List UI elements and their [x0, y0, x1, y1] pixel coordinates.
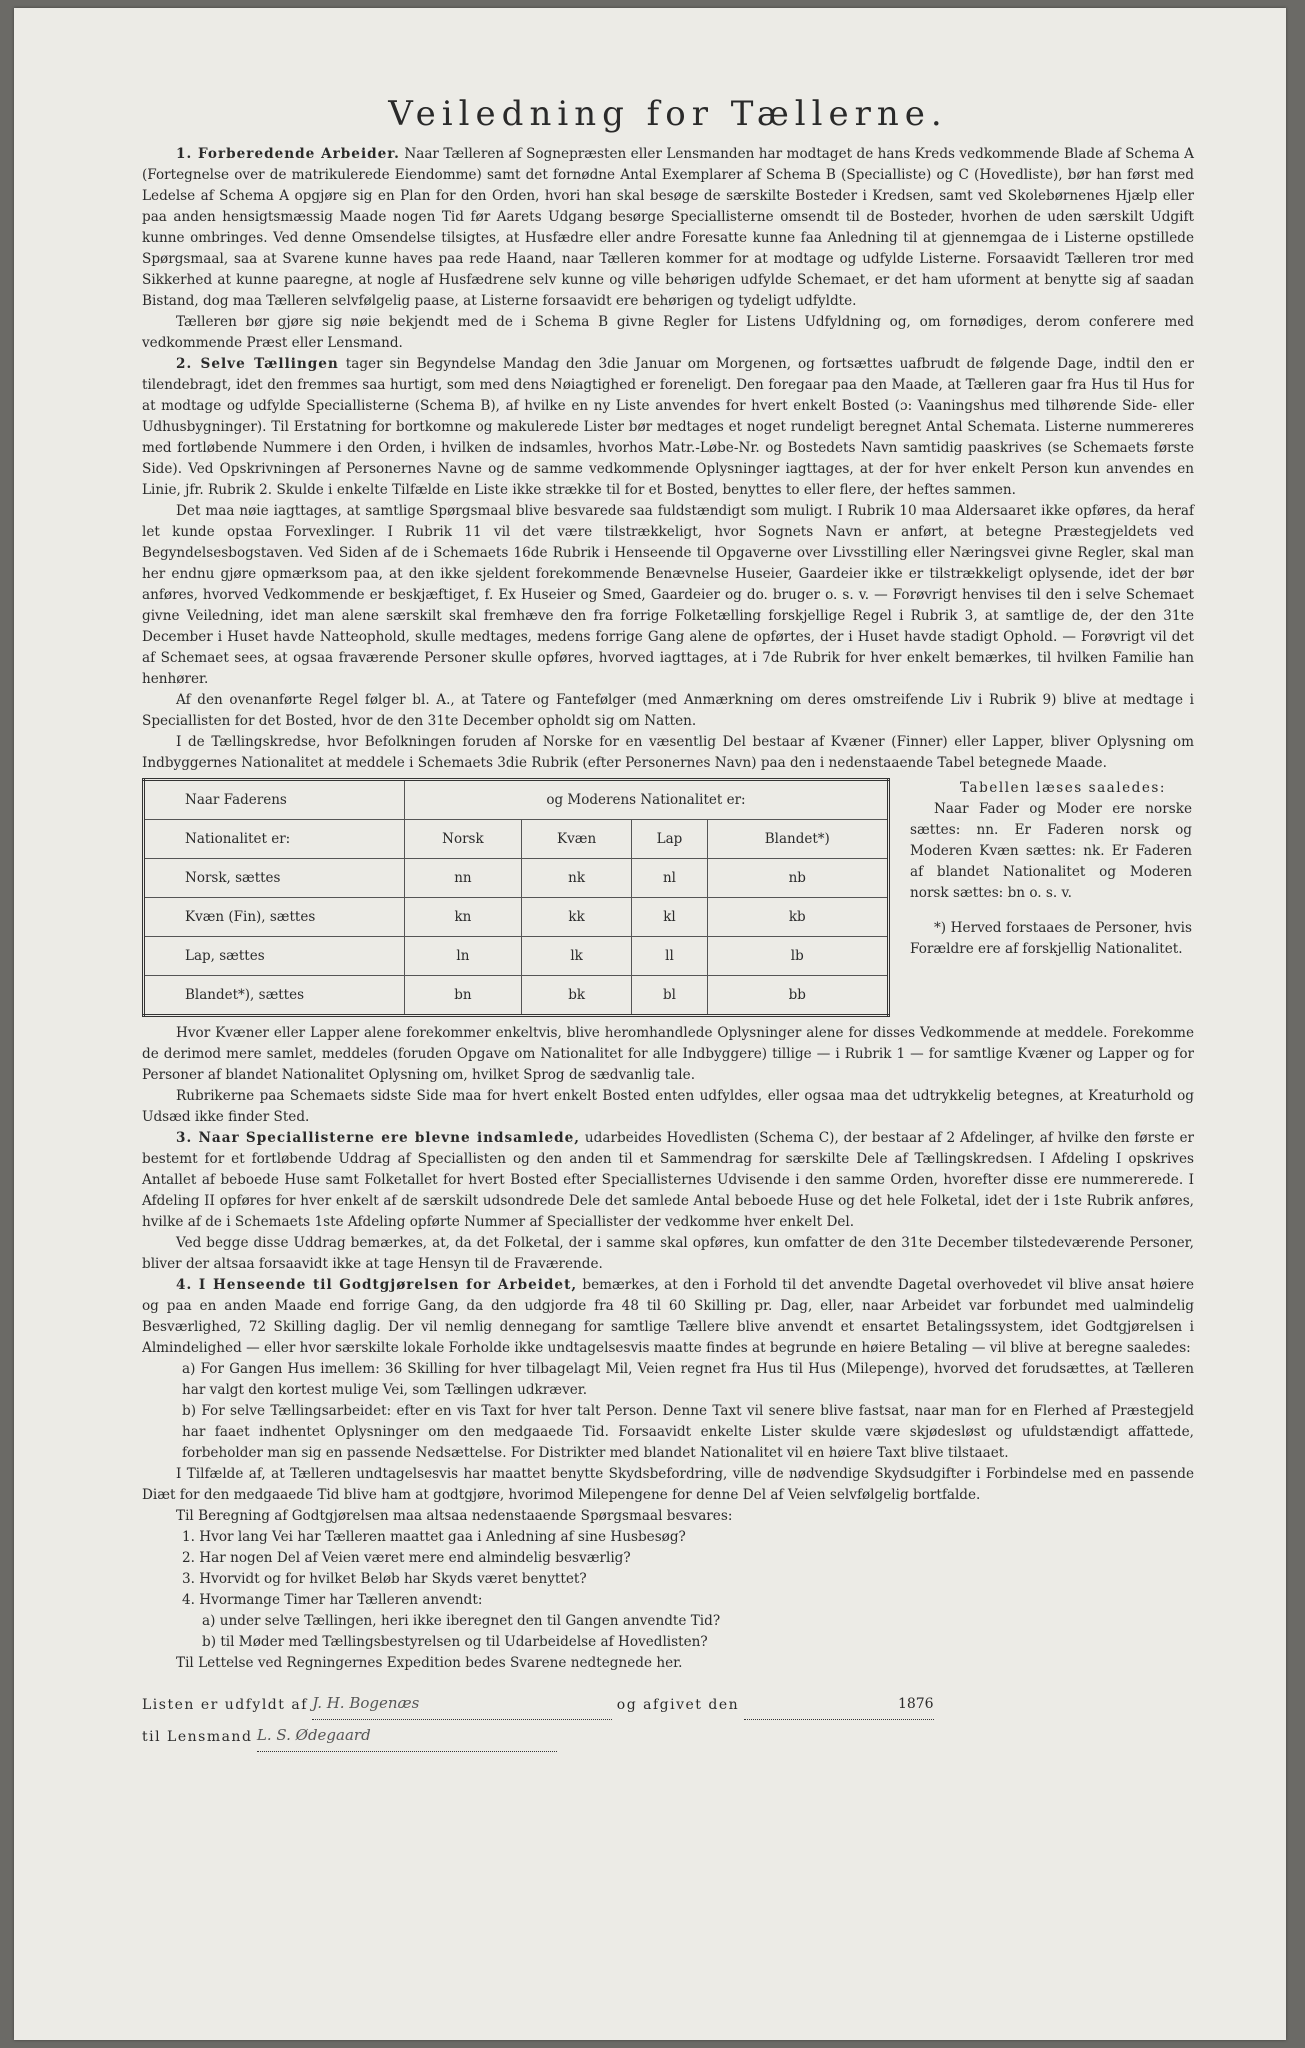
section-1 — [142, 144, 1194, 312]
paragraph-2f: Rubrikerne paa Schemaets sidste Side maa for hvert enkelt Bosted enten udfyldes, eller ogsaa maa det udtrykkelig betegnes, at Kreaturhold og Udsæd ikke finder Sted. — [142, 1088, 1194, 1125]
signature-line-1 — [142, 1688, 1194, 1720]
table-footnote: *) Herved forstaaes de Personer, hvis Forældre ere af forskjellig Nationalitet. — [910, 920, 1192, 957]
nationality-table — [142, 778, 890, 1017]
counter-signature — [312, 1688, 612, 1720]
filled-by-label: Listen er udfyldt af — [142, 1697, 308, 1713]
table-cell: nl — [632, 859, 707, 898]
question-item: 2. Har nogen Del af Veien været mere end almindelig besværlig? — [182, 1550, 631, 1566]
table-explanation — [910, 778, 1192, 1017]
section-2 — [142, 354, 1194, 501]
table-cell: bk — [521, 976, 632, 1016]
table-row — [144, 898, 889, 937]
document-content — [142, 94, 1194, 1752]
signature-line-2 — [142, 1720, 1194, 1752]
page-title: Veiledning for Tællerne. — [388, 94, 948, 134]
subquestion-item: a) under selve Tællingen, heri ikke iberegnet den til Gangen anvendte Tid? — [202, 1613, 721, 1629]
lensmand-label: til Lensmand — [142, 1729, 253, 1745]
table-col-header: Blandet*) — [707, 820, 888, 859]
paragraph-2b: Det maa nøie iagttages, at samtlige Spørgsmaal blive besvarede saa fuldstændigt som muligt. I Rubrik 10 maa Aldersaaret ikke opføres, da heraf let kunde opstaa Forvexlinger. I Rubrik 11 vil det være tilstrækkeligt, hvor Sognets Navn er anført, at betegne Præstegjeldets ved Begyndelsesbogstaven. Ved Siden af de i Schemaets 16de Rubrik i Henseende til Opgaverne over Livsstilling eller Næringsvei givne Regler, skal man her endnu gjøre opmærksom paa, at den ikke sjeldent forekommende Benævnelse Huseier, Gaardeier ikke er tilstrækkeligt oplysende, idet der bør anføres, hvorved Vedkommende er beskjæftiget, f. Ex Huseier og Smed, Gaardeier og do. bruger o. s. v. — Forøvrigt henvises til den i selve Schemaet givne Veiledning, idet man alene særskilt skal fremhæve den fra forrige Folketælling forskjellige Regel i Rubrik 3, at samtlige de, der den 31te December i Huset havde Natteophold, skulle medtages, medens forrige Gang alene de opførtes, der i Huset havde stadigt Ophold. — Forøvrigt vil det af Schemaet sees, at ogsaa fraværende Personer skulle opføres, hvorved iagttages, at i 7de Rubrik for hver enkelt bemærkes, til hvilken Familie han henhører. — [142, 503, 1194, 687]
lensmand-signature-text: L. S. Ødegaard — [256, 1726, 371, 1744]
year-text: 1876 — [897, 1696, 934, 1712]
table-cell: nb — [707, 859, 888, 898]
section-3 — [142, 1128, 1194, 1233]
nationality-table-block — [142, 778, 1194, 1017]
table-cell: bl — [632, 976, 707, 1016]
question-item: 4. Hvormange Timer har Tælleren anvendt: — [182, 1592, 483, 1608]
paragraph-4b: I Tilfælde af, at Tælleren undtagelsesvis har maattet benytte Skydsbefordring, ville de nødvendige Skydsudgifter i Forbindelse med en passende Diæt for den medgaaede Tid blive ham at godtgjøre, hvorimod Milepengene for denne Del af Veien selvfølgelig bortfalde. — [142, 1466, 1194, 1503]
table-cell: ln — [405, 937, 522, 976]
table-cell: kn — [405, 898, 522, 937]
table-explanation-heading: Tabellen læses saaledes: — [959, 780, 1166, 796]
section-4 — [142, 1275, 1194, 1359]
table-cell: kk — [521, 898, 632, 937]
section-3-label: 3. Naar Speciallisterne ere blevne indsamlede, — [176, 1130, 581, 1146]
counter-signature-text: J. H. Bogenæs — [312, 1694, 420, 1712]
subquestion-list — [202, 1611, 1194, 1653]
subquestion-item: b) til Møder med Tællingsbestyrelsen og til Udarbeidelse af Hovedlisten? — [202, 1634, 708, 1650]
date-field — [744, 1689, 934, 1720]
table-cell: lk — [521, 937, 632, 976]
table-head-right: og Moderens Nationalitet er: — [405, 780, 889, 820]
table-row — [144, 937, 889, 976]
paragraph-1b: Tælleren bør gjøre sig nøie bekjendt med de i Schema B givne Regler for Listens Udfyldning og, om fornødiges, derom conferere med vedkommende Præst eller Lensmand. — [142, 314, 1194, 351]
section-1-label: 1. Forberedende Arbeider. — [176, 146, 400, 162]
table-explanation-text: Naar Fader og Moder ere norske sættes: nn. Er Faderen norsk og Moderen Kvæn sættes: nk. Er Faderen af blandet Nationalitet og Moderen norsk sættes: bn o. s. v. — [910, 801, 1192, 901]
paragraph-3b: Ved begge disse Uddrag bemærkes, at, da det Folketal, der i samme skal opføres, kun omfatter de den 31te December tilstedeværende Personer, bliver der altsaa forsaavidt ikke at tage Hensyn til de Fraværende. — [142, 1235, 1194, 1272]
delivered-label: og afgivet den — [616, 1697, 740, 1713]
table-row-label: Lap, sættes — [144, 937, 405, 976]
table-col-header: Kvæn — [521, 820, 632, 859]
question-item: 1. Hvor lang Vei har Tælleren maattet gaa i Anledning af sine Husbesøg? — [182, 1529, 686, 1545]
table-cell: bb — [707, 976, 888, 1016]
table-row-label: Norsk, sættes — [144, 859, 405, 898]
section-4-text: bemærkes, at den i Forhold til det anvendte Dagetal overhovedet vil blive ansat høiere og paa en anden Maade end forrige Gang, da den udgjorde fra 48 til 60 Skilling pr. Dag, eller, naar Arbeidet var forbundet med ualmindelig Besværlighed, 72 Skilling daglig. Der vil nemlig dennegang for samtlige Tællere blive anvendt et ensartet Betalingssystem, idet Godtgjørelsen i Almindelighed — eller hvor særskilte lokale Forholde ikke undtagelsesvis maatte findes at begrunde en høiere Betaling — vil blive at beregne saaledes: — [142, 1277, 1195, 1356]
lensmand-signature — [257, 1720, 557, 1752]
question-item: 3. Hvorvidt og for hvilket Beløb har Skyds været benyttet? — [182, 1571, 587, 1587]
section-4-label: 4. I Henseende til Godtgjørelsen for Arbeidet, — [176, 1277, 578, 1293]
table-cell: kl — [632, 898, 707, 937]
table-col-header: Norsk — [405, 820, 522, 859]
paragraph-4d: Til Lettelse ved Regningernes Expedition bedes Svarene nedtegnede her. — [176, 1655, 683, 1671]
signature-block — [142, 1688, 1194, 1752]
payment-item-a: a) For Gangen Hus imellem: 36 Skilling for hver tilbagelagt Mil, Veien regnet fra Hus til Hus (Milepenge), hvorved det forudsættes, at Tælleren har valgt den kortest mulige Vei, som Tællingen udkræver. — [182, 1361, 1194, 1398]
payment-item-b: b) For selve Tællingsarbeidet: efter en vis Taxt for hver talt Person. Denne Taxt vil senere blive fastsat, naar man for en Flerhed af Præstegjeld har faaet indhentet Oplysninger om den medgaaede Tid. Forsaavidt enkelte Lister skulde være skjødesløst og ufuldstændigt affattede, forbeholder man sig en passende Nedsættelse. For Distrikter med blandet Nationalitet vil en høiere Taxt blive tilstaaet. — [182, 1403, 1194, 1461]
section-3-text: udarbeides Hovedlisten (Schema C), der bestaar af 2 Afdelinger, af hvilke den første er bestemt for et fortløbende Uddrag af Speciallisten og den anden til et Sammendrag for særskilte Dele af Tællingskredsen. I Afdeling I opskrives Antallet af beboede Huse samt Folketallet for hvert Bosted efter Speciallisternes Udvisende i den samme Orden, hvorefter disse ere nummererede. I Afdeling II opføres for hver enkelt af de særskilt udsondrede Dele det samlede Antal beboede Huse og det hele Folketal, idet der i 1ste Rubrik anføres, hvilke af de i Schemaets 1ste Afdeling opførte Nummer af Speciallister der vedkomme hver enkelt Del. — [142, 1130, 1194, 1230]
section-2-text: tager sin Begyndelse Mandag den 3die Januar om Morgenen, og fortsættes uafbrudt de følgende Dage, indtil den er tilendebragt, idet den fremmes saa hurtigt, som med dens Nøiagtighed er foreneligt. Den foregaar paa den Maade, at Tælleren gaar fra Hus til Hus for at modtage og udfylde Speciallisterne (Schema B), af hvilke en ny Liste anvendes for hvert enkelt Bosted (ɔ: Vaaningshus med tilhørende Side- eller Udhusbygninger). Til Erstatning for bortkomne og makulerede Lister bør medtages et noget rundeligt beregnet Antal Schemata. Listerne nummereres med fortløbende Nummere i den Orden, i hvilken de indsamles, hvorhos Matr.-Løbe-Nr. og Bostedets Navn samtidig paaskrives (se Schemaets første Side). Ved Opskrivningen af Personernes Navne og de samme vedkommende Oplysninger iagttages, at der for hver enkelt Person kun anvendes en Linie, jfr. Rubrik 2. Skulde i enkelte Tilfælde en Liste ikke strække til for et Bosted, benyttes to eller flere, der heftes sammen. — [142, 356, 1194, 498]
question-list — [182, 1527, 1194, 1653]
paragraph-2d: I de Tællingskredse, hvor Befolkningen foruden af Norske for en væsentlig Del bestaar af Kvæner (Finner) eller Lapper, bliver Oplysning om Indbyggernes Nationalitet at meddele i Schemaets 3die Rubrik (efter Personernes Navn) paa den i nedenstaaende Tabel betegnede Maade. — [142, 734, 1194, 771]
table-cell: kb — [707, 898, 888, 937]
payment-items — [182, 1359, 1194, 1464]
table-col-header: Lap — [632, 820, 707, 859]
paragraph-2c: Af den ovenanførte Regel følger bl. A., at Tatere og Fantefølger (med Anmærkning om deres omstreifende Liv i Rubrik 9) blive at medtage i Speciallisten for det Bosted, hvor de den 31te December opholdt sig om Natten. — [142, 692, 1194, 729]
table-row — [144, 976, 889, 1016]
document-page — [14, 8, 1286, 2040]
table-row-label: Blandet*), sættes — [144, 976, 405, 1016]
section-1-text: Naar Tælleren af Sognepræsten eller Lensmanden har modtaget de hans Kreds vedkommende Blade af Schema A (Fortegnelse over de matrikulerede Eiendomme) samt det fornødne Antal Exemplarer af Schema B (Specialliste) og C (Hovedliste), bør han først med Ledelse af Schema A opgjøre sig en Plan for den Orden, hvori han skal besøge de særskilte Bosteder i Kredsen, samt ved Skolebørnenes Hjælp eller paa anden hensigtsmæssig Maade nogen Tid før Aarets Udgang besørge Speciallisterne omsendt til de Bosteder, hvorhen de uden særskilt Udgift kunne ombringes. Ved denne Omsendelse tilsigtes, at Husfædre eller andre Foresatte kunne faa Anledning til at gjennemgaa de i Listerne opstillede Spørgsmaal, saa at Svarene kunne haves paa rede Haand, naar Tælleren kommer for at modtage og udfylde Listerne. Forsaavidt Tælleren tror med Sikkerhed at kunne paaregne, at nogle af Husfædrene selv kunne og ville behørigen udfylde Schemaet, er det ham uforment at benytte sig af saadan Bistand, dog maa Tælleren selvfølgelig paase, at Listerne forsaavidt ere behørigen og tydeligt udfyldte. — [142, 146, 1194, 309]
table-head-left-1: Naar Faderens — [144, 780, 405, 820]
section-2-label: 2. Selve Tællingen — [176, 356, 339, 372]
paragraph-2e: Hvor Kvæner eller Lapper alene forekommer enkeltvis, blive heromhandlede Oplysninger alene for disses Vedkommende at meddele. Forekomme de derimod mere samlet, meddeles (foruden Opgave om Nationalitet for alle Indbyggere) tillige — i Rubrik 1 — for samtlige Kvæner og Lapper og for Personer af blandet Nationalitet Oplysning om, hvilket Sprog de sædvanlig tale. — [142, 1025, 1194, 1083]
paragraph-4c: Til Beregning af Godtgjørelsen maa altsaa nedenstaaende Spørgsmaal besvares: — [176, 1508, 733, 1524]
table-cell: bn — [405, 976, 522, 1016]
table-cell: ll — [632, 937, 707, 976]
table-cell: nk — [521, 859, 632, 898]
table-row-label: Kvæn (Fin), sættes — [144, 898, 405, 937]
table-head-left-2: Nationalitet er: — [144, 820, 405, 859]
table-cell: lb — [707, 937, 888, 976]
table-cell: nn — [405, 859, 522, 898]
table-row — [144, 859, 889, 898]
